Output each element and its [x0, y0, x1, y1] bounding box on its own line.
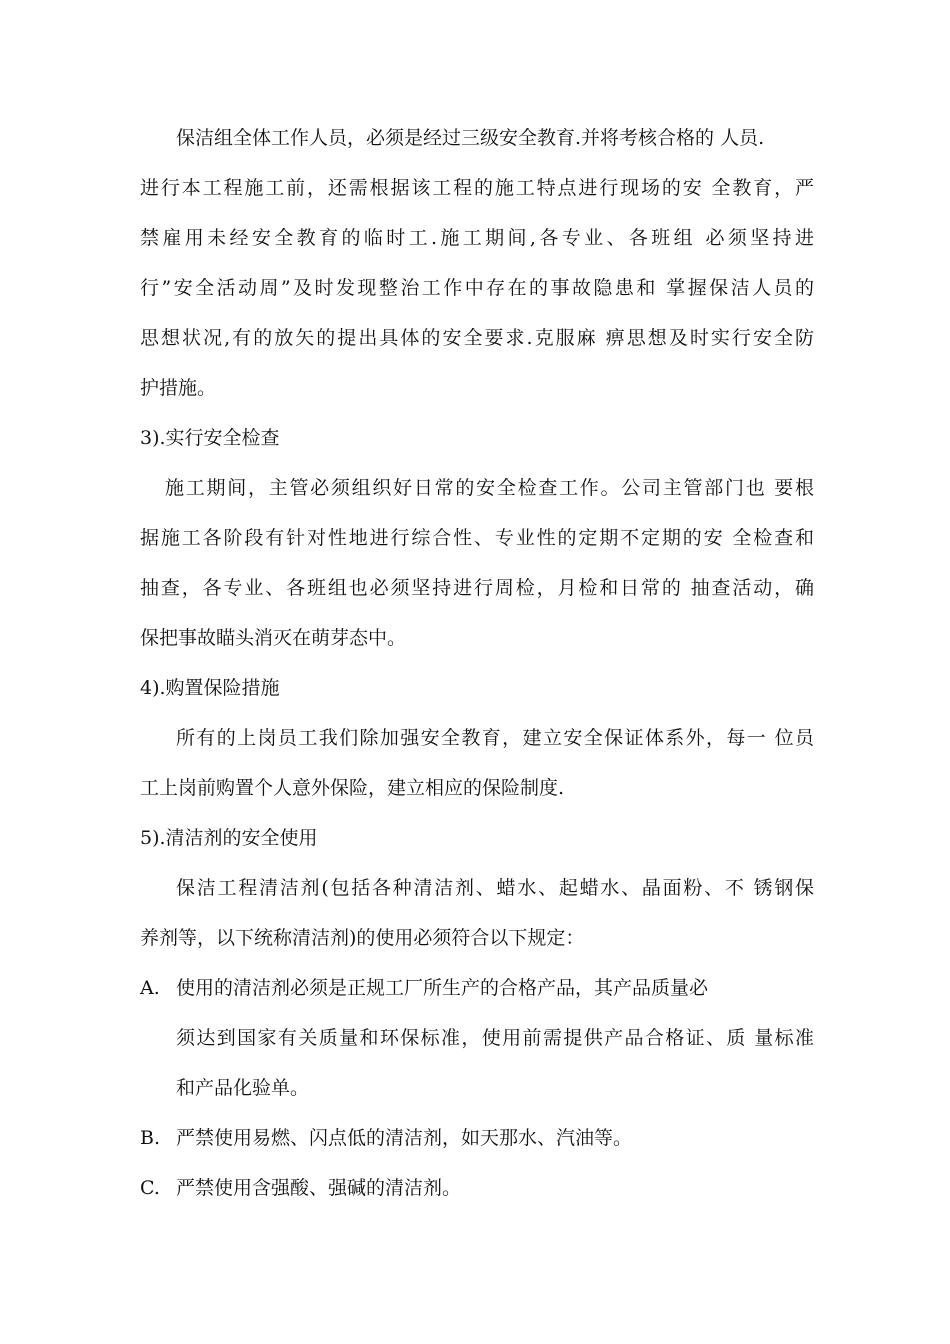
text-line: 施工期间，主管必须组织好日常的安全检查工作。公司主管部门也 要根 — [165, 477, 814, 499]
text-line: 保洁组全体工作人员，必须是经过三级安全教育.并将考核合格的 人员. — [176, 127, 765, 149]
text-line: 行”安全活动周”及时发现整治工作中存在的事故隐患和 掌握保洁人员的 — [140, 277, 814, 299]
text-line: 须达到国家有关质量和环保标准，使用前需提供产品合格证、质 量标准 — [176, 1027, 814, 1049]
text-line: 严禁使用易燃、闪点低的清洁剂，如天那水、汽油等。 — [176, 1127, 633, 1149]
text-line: 使用的清洁剂必须是正规工厂所生产的合格产品，其产品质量必 — [176, 977, 709, 999]
section-heading: 3).实行安全检查 — [140, 427, 280, 449]
text-line: 禁雇用未经安全教育的临时工.施工期间,各专业、各班组 必须坚持进 — [140, 227, 814, 249]
text-line: 思想状况,有的放矢的提出具体的安全要求.克服麻 痹思想及时实行安全防 — [140, 327, 814, 349]
list-marker: A. — [140, 977, 160, 999]
section-heading: 5).清洁剂的安全使用 — [140, 827, 318, 849]
text-line: 养剂等，以下统称清洁剂)的使用必须符合以下规定： — [140, 927, 585, 949]
text-line: 严禁使用含强酸、强碱的清洁剂。 — [176, 1177, 462, 1199]
text-line: 保洁工程清洁剂(包括各种清洁剂、蜡水、起蜡水、晶面粉、不 锈钢保 — [176, 877, 814, 899]
list-marker: C. — [140, 1177, 160, 1199]
text-line: 保把事故瞄头消灭在萌芽态中。 — [140, 627, 407, 649]
text-line: 抽查，各专业、各班组也必须坚持进行周检，月检和日常的 抽查活动，确 — [140, 577, 814, 599]
section-heading: 4).购置保险措施 — [140, 677, 280, 699]
text-line: 和产品化验单。 — [176, 1077, 310, 1099]
list-marker: B. — [140, 1127, 161, 1149]
text-line: 所有的上岗员工我们除加强安全教育，建立安全保证体系外，每一 位员 — [176, 727, 814, 749]
text-line: 护措施。 — [140, 377, 217, 399]
text-line: 据施工各阶段有针对性地进行综合性、专业性的定期不定期的安 全检查和 — [140, 527, 814, 549]
text-line: 进行本工程施工前，还需根据该工程的施工特点进行现场的安 全教育，严 — [140, 177, 814, 199]
text-line: 工上岗前购置个人意外保险，建立相应的保险制度. — [140, 777, 565, 799]
